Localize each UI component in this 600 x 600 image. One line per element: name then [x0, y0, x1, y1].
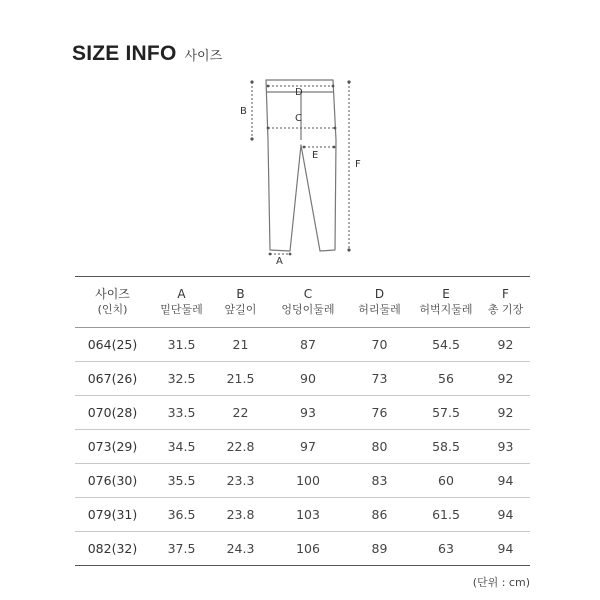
size-table — [75, 276, 530, 566]
cell-a: 36.5 — [167, 507, 196, 522]
cell-size: 079(31) — [87, 507, 138, 522]
cell-a: 34.5 — [167, 439, 196, 454]
cell-size: 073(29) — [87, 439, 138, 454]
table-row — [75, 498, 530, 532]
header-c: C 엉덩이둘레 — [281, 287, 335, 316]
cell-c: 97 — [300, 439, 316, 454]
cell-c: 90 — [300, 371, 316, 386]
cell-d: 70 — [371, 337, 388, 352]
cell-a: 35.5 — [167, 473, 196, 488]
header-e: E 허벅지둘레 — [419, 287, 473, 316]
cell-d: 89 — [371, 541, 388, 556]
cell-b: 23.3 — [226, 473, 255, 488]
page-title: SIZE INFO — [72, 42, 177, 65]
label-d: D — [295, 87, 303, 98]
cell-f: 94 — [497, 473, 514, 488]
label-b: B — [240, 106, 247, 117]
cell-b: 23.8 — [226, 507, 255, 522]
cell-f: 92 — [497, 371, 514, 386]
table-row — [75, 532, 530, 566]
cell-b: 22 — [232, 405, 249, 420]
table-row — [75, 430, 530, 464]
header-size: 사이즈 (인치) — [95, 287, 130, 316]
cell-c: 100 — [296, 473, 320, 488]
header-f: F 총 기장 — [487, 287, 524, 316]
header-b: B 앞길이 — [224, 287, 257, 316]
cell-e: 58.5 — [432, 439, 460, 454]
label-f: F — [355, 159, 361, 170]
cell-size: 070(28) — [87, 405, 138, 420]
unit-note: (단위 : cm) — [472, 576, 530, 589]
cell-f: 94 — [497, 541, 514, 556]
cell-size: 067(26) — [87, 371, 138, 386]
pants-illustration — [0, 0, 600, 280]
header-d: D 허리둘레 — [358, 287, 401, 316]
cell-f: 94 — [497, 507, 514, 522]
cell-f: 92 — [497, 337, 514, 352]
cell-e: 63 — [438, 541, 454, 556]
pants-outline — [266, 80, 336, 251]
cell-a: 31.5 — [167, 337, 196, 352]
cell-d: 76 — [371, 405, 388, 420]
cell-d: 73 — [371, 371, 388, 386]
cell-f: 92 — [497, 405, 514, 420]
table-body — [75, 328, 530, 566]
cell-e: 61.5 — [432, 507, 460, 522]
cell-c: 87 — [300, 337, 316, 352]
page-subtitle: 사이즈 — [184, 49, 223, 64]
cell-size: 082(32) — [87, 541, 138, 556]
table-header — [75, 277, 530, 328]
cell-e: 60 — [438, 473, 454, 488]
cell-f: 93 — [497, 439, 514, 454]
pants-measurement-diagram — [0, 0, 600, 280]
cell-d: 86 — [371, 507, 388, 522]
cell-a: 32.5 — [167, 371, 196, 386]
table-row — [75, 362, 530, 396]
label-e: E — [312, 150, 319, 161]
cell-size: 064(25) — [87, 337, 138, 352]
table-row — [75, 328, 530, 362]
cell-c: 103 — [296, 507, 320, 522]
table-row — [75, 464, 530, 498]
cell-d: 83 — [371, 473, 388, 488]
header-a: A 밑단둘레 — [160, 287, 203, 316]
cell-e: 56 — [438, 371, 454, 386]
label-c: C — [295, 113, 302, 124]
cell-b: 21.5 — [226, 371, 255, 386]
cell-b: 21 — [232, 337, 249, 352]
cell-e: 57.5 — [432, 405, 460, 420]
table-row — [75, 396, 530, 430]
cell-c: 106 — [296, 541, 320, 556]
cell-size: 076(30) — [87, 473, 138, 488]
cell-b: 24.3 — [226, 541, 255, 556]
cell-b: 22.8 — [226, 439, 255, 454]
cell-e: 54.5 — [432, 337, 460, 352]
cell-d: 80 — [371, 439, 388, 454]
cell-c: 93 — [300, 405, 316, 420]
label-a: A — [276, 256, 283, 267]
cell-a: 33.5 — [167, 405, 196, 420]
cell-a: 37.5 — [167, 541, 196, 556]
